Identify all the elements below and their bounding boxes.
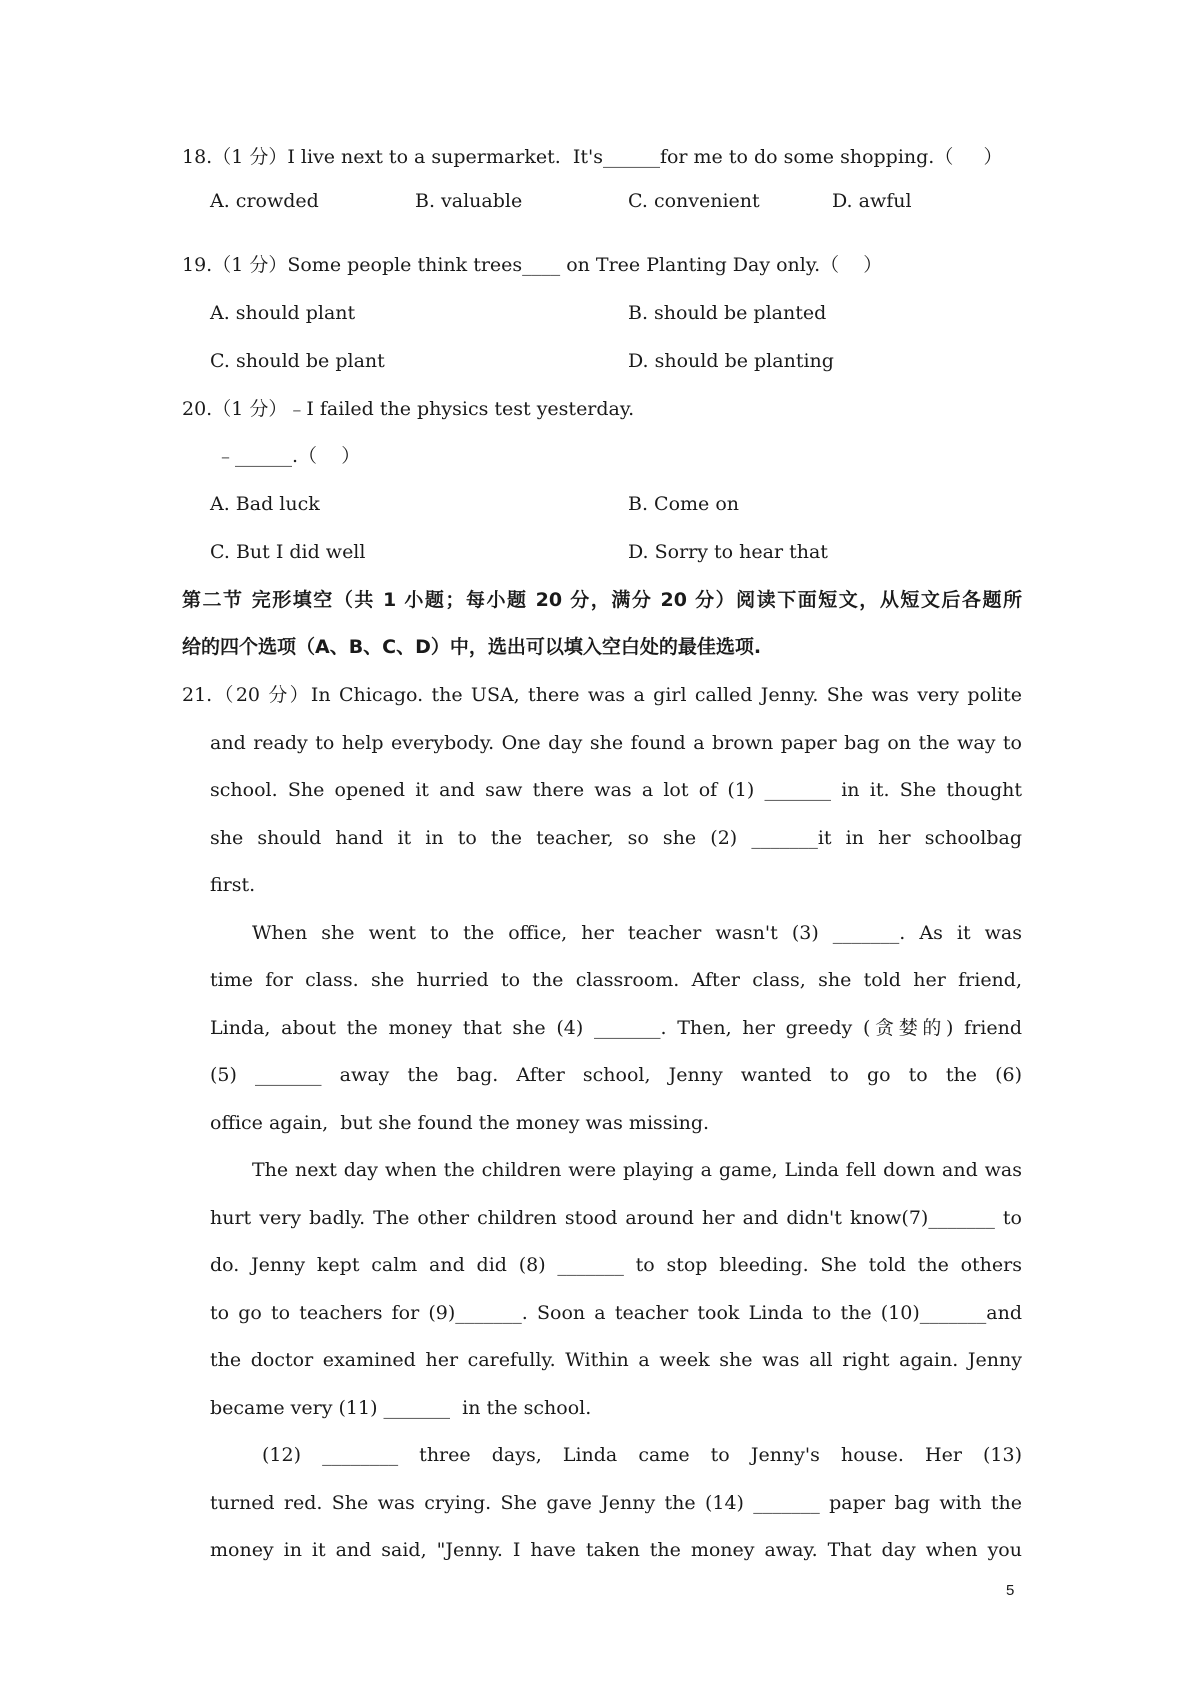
- q19-stem: 19.（1 分）Some people think trees____ on Tree Planting Day only.（ ）: [182, 254, 883, 276]
- q21-line-17: (12) ________ three days, Linda came to Jenny's house. Her (13): [262, 1444, 1022, 1466]
- q18-stem: 18.（1 分）I live next to a supermarket. It's______for me to do some shopping.（ ）: [182, 146, 1003, 168]
- q20-stem-response: ﹣______.（ ）: [216, 445, 361, 467]
- section-heading-line2: 给的四个选项（A、B、C、D）中，选出可以填入空白处的最佳选项.: [182, 636, 762, 658]
- q19-option-a: A. should plant: [210, 302, 356, 324]
- q20-option-d: D. Sorry to hear that: [628, 541, 828, 563]
- q21-line-19: money in it and said, "Jenny. I have taken the money away. That day when you: [210, 1539, 1022, 1561]
- q18-option-d: D. awful: [832, 190, 912, 212]
- q21-line-14: to go to teachers for (9)_______. Soon a teacher took Linda to the (10)_______and: [210, 1302, 1022, 1324]
- q21-line-15: the doctor examined her carefully. Within a week she was all right again. Jenny: [210, 1349, 1022, 1371]
- q21-line-16: became very (11) _______ in the school.: [210, 1397, 592, 1419]
- q21-line-18: turned red. She was crying. She gave Jenny the (14) _______ paper bag with the: [210, 1492, 1022, 1514]
- section-heading-line1: 第二节 完形填空（共 1 小题；每小题 20 分，满分 20 分）阅读下面短文，从短文后各题所: [182, 589, 1022, 611]
- q21-line-2: and ready to help everybody. One day she found a brown paper bag on the way to: [210, 732, 1022, 754]
- q21-line-4: she should hand it in to the teacher, so she (2) _______it in her schoolbag: [210, 827, 1022, 849]
- q21-line-8: Linda, about the money that she (4) _______. Then, her greedy (贪婪的) friend: [210, 1017, 1022, 1039]
- q21-line-6: When she went to the office, her teacher wasn't (3) _______. As it was: [252, 922, 1022, 944]
- q20-option-a: A. Bad luck: [210, 493, 320, 515]
- q21-line-9: (5) _______ away the bag. After school, Jenny wanted to go to the (6): [210, 1064, 1022, 1086]
- q21-line-1: 21.（20 分）In Chicago. the USA, there was a girl called Jenny. She was very polite: [182, 684, 1022, 706]
- q21-line-3: school. She opened it and saw there was a lot of (1) _______ in it. She thought: [210, 779, 1022, 801]
- q18-option-b: B. valuable: [415, 190, 523, 212]
- q21-line-11: The next day when the children were playing a game, Linda fell down and was: [252, 1159, 1022, 1181]
- q19-option-d: D. should be planting: [628, 350, 834, 372]
- q21-line-7: time for class. she hurried to the classroom. After class, she told her friend,: [210, 969, 1022, 991]
- q20-option-b: B. Come on: [628, 493, 739, 515]
- q18-option-c: C. convenient: [628, 190, 760, 212]
- q21-line-12: hurt very badly. The other children stood around her and didn't know(7)_______ to: [210, 1207, 1022, 1229]
- q21-line-13: do. Jenny kept calm and did (8) _______ to stop bleeding. She told the others: [210, 1254, 1022, 1276]
- q18-option-a: A. crowded: [210, 190, 319, 212]
- q19-option-b: B. should be planted: [628, 302, 827, 324]
- q20-option-c: C. But I did well: [210, 541, 366, 563]
- q21-line-10: office again, but she found the money was missing.: [210, 1112, 710, 1134]
- q21-line-5: first.: [210, 874, 256, 896]
- q19-option-c: C. should be plant: [210, 350, 385, 372]
- page-number: 5: [1006, 1582, 1015, 1599]
- q20-stem: 20.（1 分）﹣I failed the physics test yesterday.: [182, 398, 635, 420]
